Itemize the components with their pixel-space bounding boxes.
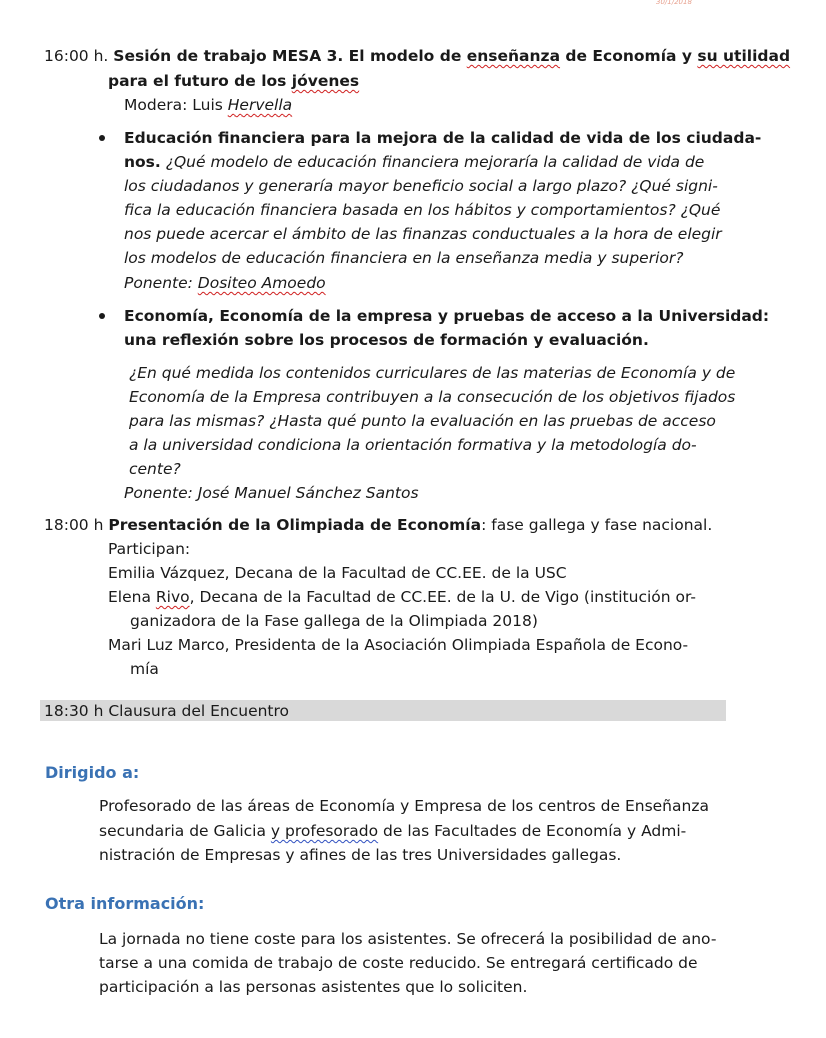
bullet-1-title: Educación financiera para la mejora de la calidad de vida de los ciudada- (124, 129, 762, 147)
otra-line-2: tarse a una comida de trabajo de coste reducido. Se entregará certificado de (99, 954, 698, 972)
participant-3-line-1: Mari Luz Marco, Presidenta de la Asociación Olimpiada Española de Econo- (108, 636, 689, 654)
session-1-title-line-2: para el futuro de los jóvenes (108, 72, 360, 90)
otra-line-3: participación a las personas asistentes que lo soliciten. (99, 978, 528, 996)
bullet-2-line-3: para las mismas? ¿Hasta qué punto la evaluación en las pruebas de acceso (129, 412, 716, 430)
dirigido-line-2: secundaria de Galicia y profesorado de las Facultades de Economía y Admi- (99, 822, 687, 840)
otra-informacion-heading: Otra información: (45, 894, 205, 913)
session-1-time: 16:00 h. (44, 47, 109, 65)
closing-session: 18:30 h Clausura del Encuentro (44, 702, 290, 720)
date-stamp: 30/1/2018 (656, 0, 692, 6)
participant-2-line-1: Elena Rivo, Decana de la Facultad de CC.EE. de la U. de Vigo (institución or- (108, 588, 696, 606)
bullet-2-line-2: Economía de la Empresa contribuyen a la consecución de los objetivos fijados (129, 388, 736, 406)
session-2-title: 18:00 h Presentación de la Olimpiada de Economía: fase gallega y fase nacional. (44, 516, 713, 534)
participant-3-line-2: mía (130, 660, 159, 678)
otra-line-1: La jornada no tiene coste para los asistentes. Se ofrecerá la posibilidad de ano- (99, 930, 717, 948)
bullet-2-speaker: Ponente: José Manuel Sánchez Santos (124, 484, 419, 502)
dirigido-heading: Dirigido a: (45, 763, 140, 782)
dirigido-line-3: nistración de Empresas y afines de las tres Universidades gallegas. (99, 846, 622, 864)
bullet-1-line-4: fica la educación financiera basada en los hábitos y comportamientos? ¿Qué (124, 201, 721, 219)
bullet-2-title-line-2: una reflexión sobre los procesos de formación y evaluación. (124, 331, 649, 349)
bullet-1-speaker: Ponente: Dositeo Amoedo (124, 274, 326, 292)
bullet-icon (99, 313, 105, 319)
participant-1: Emilia Vázquez, Decana de la Facultad de CC.EE. de la USC (108, 564, 567, 582)
participants-label: Participan: (108, 540, 191, 558)
bullet-2-title-line-1: Economía, Economía de la empresa y pruebas de acceso a la Universidad: (124, 307, 770, 325)
bullet-2-line-4: a la universidad condiciona la orientación formativa y la metodología do- (129, 436, 697, 454)
dirigido-line-1: Profesorado de las áreas de Economía y Empresa de los centros de Enseñanza (99, 797, 709, 815)
bullet-1-line-6: los modelos de educación financiera en la enseñanza media y superior? (124, 249, 684, 267)
session-2-time: 18:00 h (44, 516, 109, 534)
session-1-moderator: Modera: Luis Hervella (124, 96, 293, 114)
bullet-2-line-1: ¿En qué medida los contenidos curriculares de las materias de Economía y de (129, 364, 736, 382)
bullet-icon (99, 135, 105, 141)
bullet-2-line-5: cente? (129, 460, 181, 478)
participant-2-line-2: ganizadora de la Fase gallega de la Olimpiada 2018) (130, 612, 538, 630)
session-1-title-line-1: 16:00 h. Sesión de trabajo MESA 3. El modelo de enseñanza de Economía y su utilidad (44, 47, 791, 65)
bullet-1-line-5: nos puede acercar el ámbito de las finanzas conductuales a la hora de elegir (124, 225, 722, 243)
bullet-1-line-3: los ciudadanos y generaría mayor beneficio social a largo plazo? ¿Qué signi- (124, 177, 718, 195)
bullet-1-line-2: nos. ¿Qué modelo de educación financiera mejoraría la calidad de vida de (124, 153, 705, 171)
